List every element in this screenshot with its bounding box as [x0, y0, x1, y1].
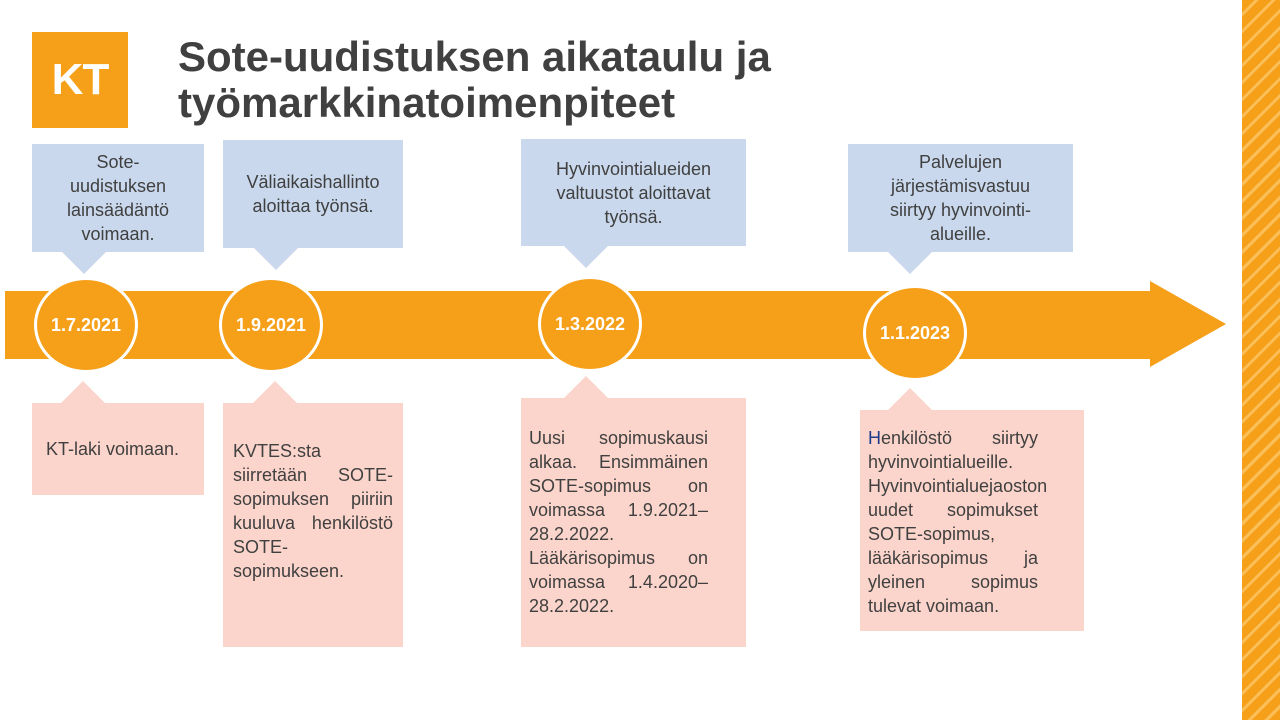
callout-bottom-1-pointer: [61, 381, 105, 403]
page-title: [178, 34, 1178, 126]
callout-bottom-2: [223, 403, 403, 647]
callout-bottom-4: [860, 410, 1084, 631]
callout-top-4-text: Palvelujen järjestämisvastuu siirtyy hyvinvointi-alueille.: [889, 152, 1032, 244]
callout-top-2: [223, 140, 403, 248]
date-circle-4: [863, 285, 967, 381]
callout-top-3-text: Hyvinvointialueiden valtuustot aloittavat työnsä.: [555, 159, 712, 227]
title-line-2: työmarkkinatoimenpiteet: [178, 79, 676, 126]
callout-bottom-4-text: enkilöstö siirtyy hyvinvointialueille. Hyvinvointialuejaoston uudet sopimukset SOTE-sopimus, lääkärisopimus ja yleinen sopimus tulevat voimaan.: [868, 428, 1048, 616]
callout-bottom-2-text: KVTES:sta siirretään SOTE-sopimuksen piiriin kuuluva henkilöstö SOTE-sopimukseen.: [233, 441, 393, 581]
date-3: 1.3.2022: [554, 313, 626, 334]
callout-top-4-pointer: [888, 252, 932, 274]
callout-top-2-pointer: [254, 248, 298, 270]
date-1: 1.7.2021: [50, 314, 122, 335]
date-circle-2: [219, 277, 323, 373]
callout-top-4: [848, 144, 1073, 252]
kt-logo: KT: [32, 32, 128, 128]
callout-bottom-3: [521, 398, 746, 647]
callout-bottom-1-text: KT-laki voimaan.: [46, 439, 180, 459]
callout-bottom-4-pointer: [888, 388, 932, 410]
date-circle-1: [34, 277, 138, 373]
callout-bottom-2-pointer: [253, 381, 297, 403]
callout-bottom-4-first-letter: H: [868, 428, 881, 448]
callout-top-3-pointer: [564, 246, 608, 268]
decorative-stripe: [1242, 0, 1280, 720]
date-circle-3: [538, 276, 642, 372]
callout-top-1-text: Sote-uudistuksen lainsäädäntö voimaan.: [66, 152, 170, 244]
date-2: 1.9.2021: [235, 314, 307, 335]
callout-bottom-3-text: Uusi sopimuskausi alkaa. Ensimmäinen SOTE-sopimus on voimassa 1.9.2021–28.2.2022. Lääkärisopimus on voimassa 1.4.2020–28.2.2022.: [529, 428, 708, 616]
date-4: 1.1.2023: [879, 322, 951, 343]
callout-bottom-3-pointer: [564, 376, 608, 398]
callout-top-2-text: Väliaikaishallinto aloittaa työnsä.: [246, 172, 380, 216]
callout-bottom-1: [32, 403, 204, 495]
title-line-1: Sote-uudistuksen aikataulu ja: [178, 33, 771, 80]
callout-top-1-pointer: [62, 252, 106, 274]
callout-top-1: [32, 144, 204, 252]
callout-top-3: [521, 139, 746, 246]
